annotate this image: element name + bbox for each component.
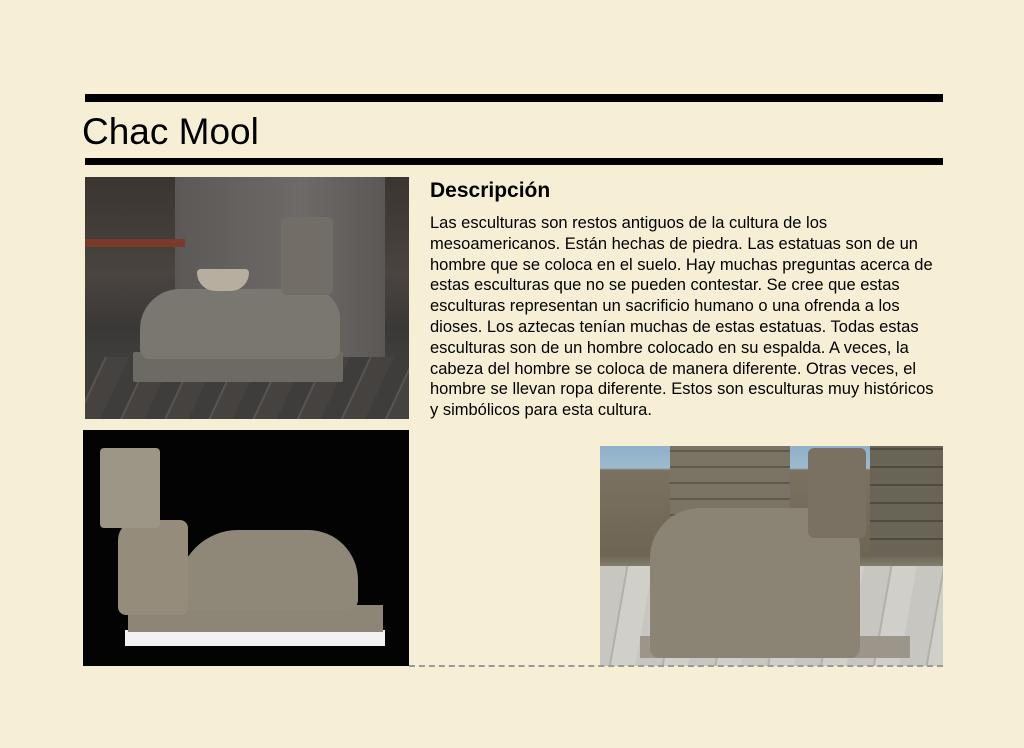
section-heading: Descripción	[430, 179, 551, 202]
title-underline-rule	[85, 158, 943, 165]
chac-mool-black-background-photo	[83, 430, 409, 666]
dashed-divider	[409, 665, 943, 667]
page-title: Chac Mool	[82, 111, 259, 152]
chac-mool-museum-photo	[85, 177, 409, 419]
description-text: Las esculturas son restos antiguos de la cultura de los mesoamericanos. Están hechas de piedra. Las estatuas son de un hombre que se coloca en el suelo. Hay muchas preguntas acerca de estas esculturas que no se pueden contestar. Se cree que estas esculturas representan un sacrificio humano o una ofrenda a los dioses. Los aztecas tenían muchas de estas estatuas. Todas estas esculturas son de un hombre colocado en su espalda. A veces, la cabeza del hombre se coloca de manera diferente. Otras veces, el hombre se llevan ropa diferente. Estos son esculturas muy históricos y simbólicos para esta cultura.	[430, 214, 934, 420]
chac-mool-ruins-photo	[600, 446, 943, 666]
top-rule	[85, 94, 943, 102]
